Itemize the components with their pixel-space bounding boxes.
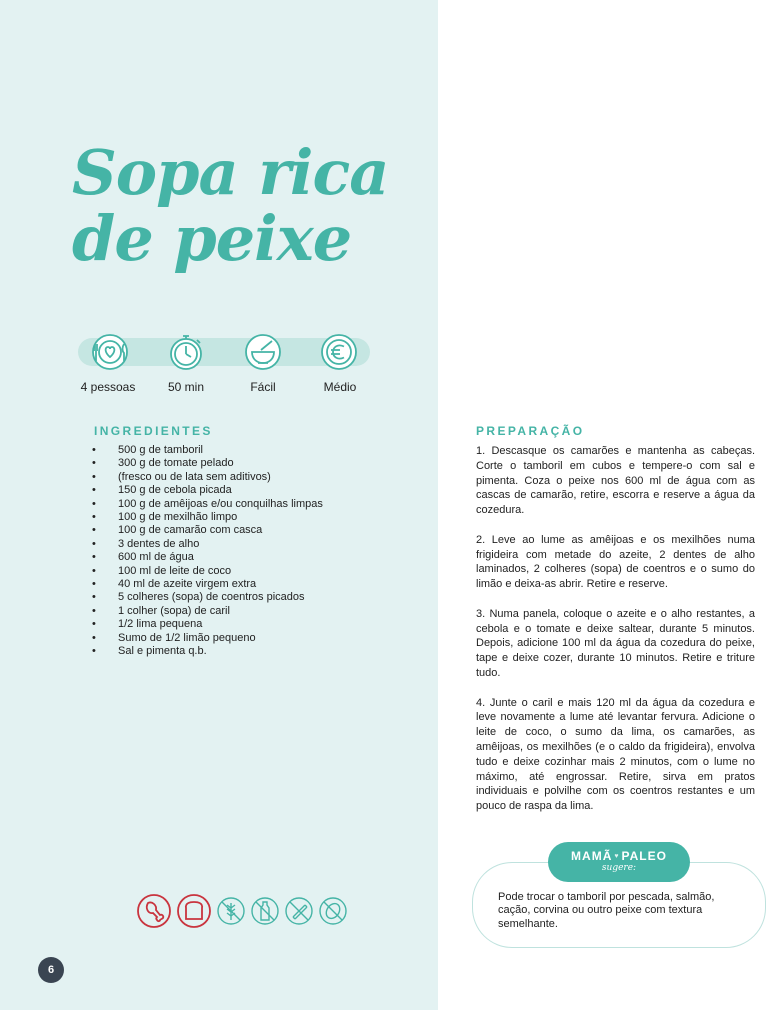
plate-heart-icon [90,332,130,372]
bread-icon [176,893,212,929]
meat-drumstick-icon [136,893,172,929]
title-line-1: Sopa rica [72,136,389,209]
brand-right: PALEO [621,849,667,863]
stopwatch-icon [166,332,206,372]
ingredient-item: • (fresco ou de lata sem aditivos) [92,471,392,484]
brand-sub: sugere: [601,863,637,873]
preparation-steps [476,444,755,829]
ingredient-item: • 40 ml de azeite virgem extra [92,578,392,591]
ingredient-item: • 100 g de mexilhão limpo [92,511,392,524]
recipe-title [72,136,402,275]
ingredient-item: • 100 g de amêijoas e/ou conquilhas limpas [92,498,392,511]
ingredient-item: • 150 g de cebola picada [92,484,392,497]
no-wheat-icon [216,896,246,926]
ingredient-item: • 1/2 lima pequena [92,618,392,631]
tip-badge [548,842,690,882]
no-sugar-icon [284,896,314,926]
ingredient-item: • 100 ml de leite de coco [92,565,392,578]
heart-icon: ♥ [614,853,620,860]
stat-cost: Médio [323,380,357,394]
no-dairy-bottle-icon [250,896,280,926]
euro-coin-icon [319,332,359,372]
ingredient-item: • 300 g de tomate pelado [92,457,392,470]
brand-logo [548,849,690,863]
ingredient-item: • 5 colheres (sopa) de coentros picados [92,591,392,604]
preparation-step: 1. Descasque os camarões e mantenha as cabeças. Corte o tamboril em cubos e tempere-o com sal e pimenta. Coza o peixe nos 600 ml de água com as cascas de camarão, retire, escorra e reserve a água da cozedura. [476,445,755,517]
ingredients-heading: INGREDIENTES [94,424,213,438]
ingredient-item: • 500 g de tamboril [92,444,392,457]
diet-icons-row [136,892,352,930]
page-number: 6 [38,957,64,983]
tip-text: Pode trocar o tamboril por pescada, salmão, cação, corvina ou outro peixe com textura semelhante. [498,891,715,930]
stat-time: 50 min [167,380,205,394]
no-legumes-icon [318,896,348,926]
preparation-step: 3. Numa panela, coloque o azeite e o alho restantes, a cebola e o tomate e deixe saltear, durante 5 minutos. Depois, adicione 100 ml da água da cozedura do peixe, tape e deixe cozer, durante 10 minutos. Retire e triture tudo. [476,607,755,679]
ingredient-item: • 1 colher (sopa) de caril [92,605,392,618]
stat-difficulty: Fácil [250,380,276,394]
ingredient-item: • 100 g de camarão com casca [92,524,392,537]
mortar-pestle-icon [243,332,283,372]
stat-servings: 4 pessoas [80,380,136,394]
title-line-2: de peixe [72,202,352,275]
brand-left: MAMÃ [571,849,613,863]
preparation-heading: PREPARAÇÃO [476,424,585,438]
ingredient-item: • 3 dentes de alho [92,538,392,551]
preparation-step: 2. Leve ao lume as amêijoas e os mexilhões numa frigideira com metade do azeite, 2 dentes de alho laminados, 2 colheres (sopa) de coentros e o sumo do limão e deixa-as abrir. Retire e reserve. [476,533,755,591]
ingredient-item: • 600 ml de água [92,551,392,564]
ingredient-item: • Sumo de 1/2 limão pequeno [92,632,392,645]
ingredients-list [92,444,392,659]
ingredient-item: • Sal e pimenta q.b. [92,645,392,658]
preparation-step: 4. Junte o caril e mais 120 ml da água da cozedura e leve novamente a lume até levantar fervura. Adicione o leite de coco, o sumo da lima, os camarões, as amêijoas, os mexilhões (e o caldo da frigideira), envolva tudo e deixe cozinhar mais 2 minutos, com o lume no máximo, até engrossar. Retire, sirva em pratos individuais e polvilhe com os coentros restantes e um pouco de raspa da lima. [476,696,755,813]
